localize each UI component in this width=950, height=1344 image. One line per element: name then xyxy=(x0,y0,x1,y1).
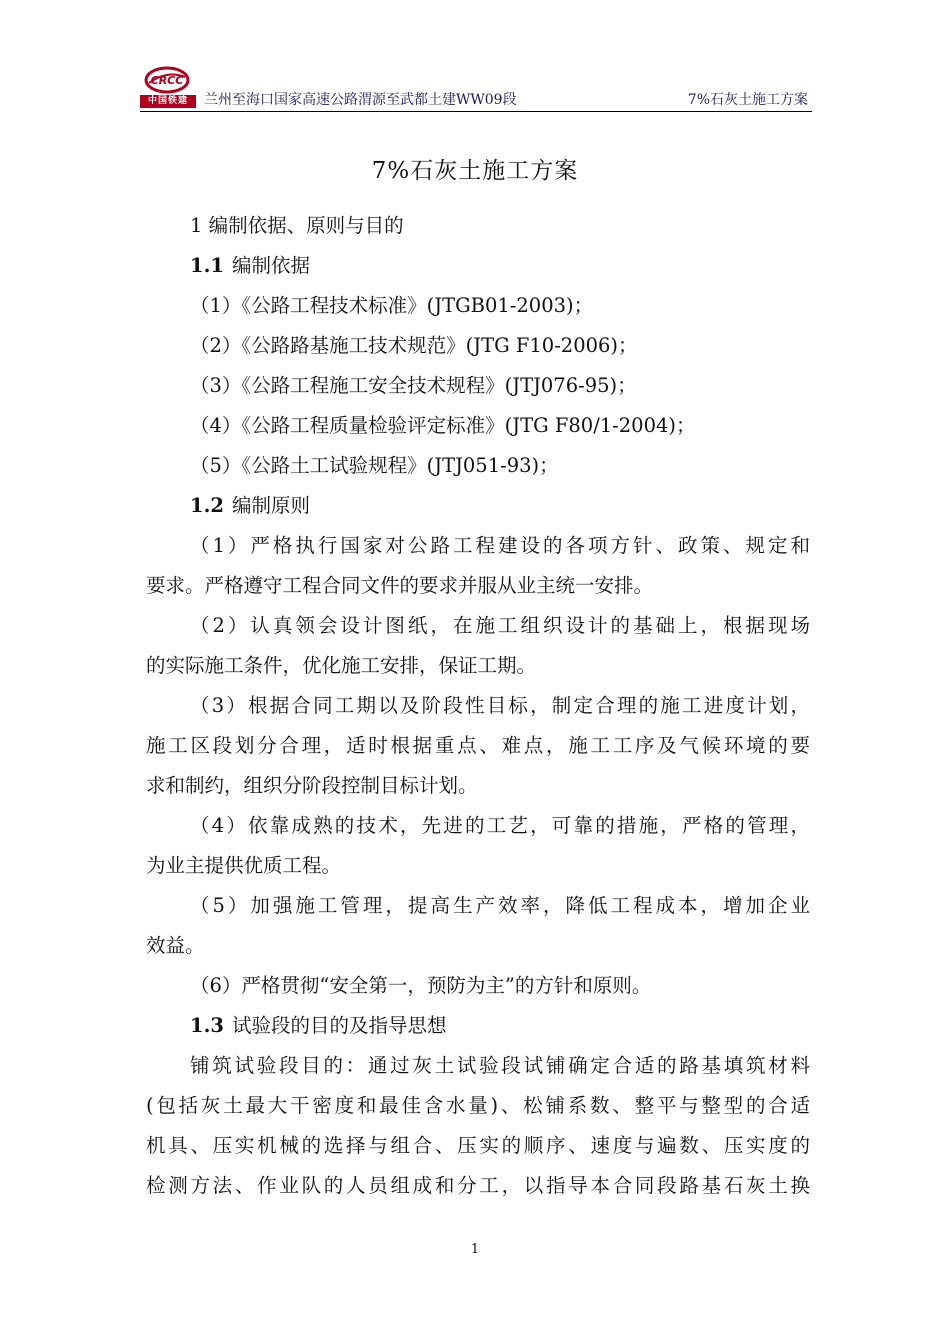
reference-item: （4）《公路工程质量检验评定标准》(JTG F80/1-2004)； xyxy=(190,414,696,437)
paragraph-line: 检测方法、作业队的人员组成和分工，以指导本合同段路基石灰土换 xyxy=(146,1174,810,1197)
paragraph-line: 效益。 xyxy=(146,934,205,957)
document-title: 7%石灰土施工方案 xyxy=(371,158,579,184)
header-doc-title: 7%石灰土施工方案 xyxy=(687,92,808,108)
logo-text: 中国铁建 xyxy=(140,95,196,108)
reference-item: （3）《公路工程施工安全技术规程》(JTJ076-95)； xyxy=(190,374,637,397)
subsection-title: 编制原则 xyxy=(231,494,310,517)
paragraph-line: （3）根据合同工期以及阶段性目标，制定合理的施工进度计划， xyxy=(190,694,810,717)
reference-item: （2）《公路路基施工技术规范》(JTG F10-2006)； xyxy=(190,334,638,357)
page-header xyxy=(140,62,812,110)
header-divider xyxy=(140,111,812,112)
paragraph-line: 要求。严格遵守工程合同文件的要求并服从业主统一安排。 xyxy=(146,574,654,597)
section-heading: 1 编制依据、原则与目的 xyxy=(190,214,404,237)
paragraph-line: （4）依靠成熟的技术，先进的工艺，可靠的措施，严格的管理， xyxy=(190,814,810,837)
document-body xyxy=(146,206,810,1206)
reference-item: （1）《公路工程技术标准》(JTGB01-2003)； xyxy=(190,294,594,317)
subsection-title: 编制依据 xyxy=(231,254,310,277)
subsection-number: 1.1 xyxy=(190,254,224,277)
svg-text:CRCC: CRCC xyxy=(150,74,184,87)
subsection-number: 1.3 xyxy=(190,1014,224,1037)
subsection-heading xyxy=(146,246,810,286)
crcc-logo-icon xyxy=(144,66,190,94)
paragraph-line: 铺筑试验段目的：通过灰土试验段试铺确定合适的路基填筑材料 xyxy=(190,1054,810,1077)
paragraph-line: 的实际施工条件，优化施工安排，保证工期。 xyxy=(146,654,537,677)
subsection-heading xyxy=(146,1006,810,1046)
paragraph-line: 机具、压实机械的选择与组合、压实的顺序、速度与遍数、压实度的 xyxy=(146,1134,810,1157)
paragraph-line: （2）认真领会设计图纸，在施工组织设计的基础上，根据现场 xyxy=(190,614,810,637)
subsection-number: 1.2 xyxy=(190,494,224,517)
crcc-logo xyxy=(140,64,196,108)
paragraph-line: （1）严格执行国家对公路工程建设的各项方针、政策、规定和 xyxy=(190,534,810,557)
paragraph-line: (包括灰土最大干密度和最佳含水量)、松铺系数、整平与整型的合适 xyxy=(146,1094,810,1117)
paragraph-line: （6）严格贯彻“安全第一，预防为主”的方针和原则。 xyxy=(190,974,652,997)
subsection-heading xyxy=(146,486,810,526)
paragraph-line: 施工区段划分合理，适时根据重点、难点，施工工序及气候环境的要 xyxy=(146,734,810,757)
page-number: 1 xyxy=(470,1242,480,1257)
reference-item: （5）《公路土工试验规程》(JTJ051-93)； xyxy=(190,454,559,477)
paragraph-line: 求和制约，组织分阶段控制目标计划。 xyxy=(146,774,478,797)
paragraph-line: 为业主提供优质工程。 xyxy=(146,854,342,877)
subsection-title: 试验段的目的及指导思想 xyxy=(231,1014,447,1037)
header-project-name: 兰州至海口国家高速公路渭源至武都土建WW09段 xyxy=(204,92,517,108)
paragraph-line: （5）加强施工管理，提高生产效率，降低工程成本，增加企业 xyxy=(190,894,810,917)
